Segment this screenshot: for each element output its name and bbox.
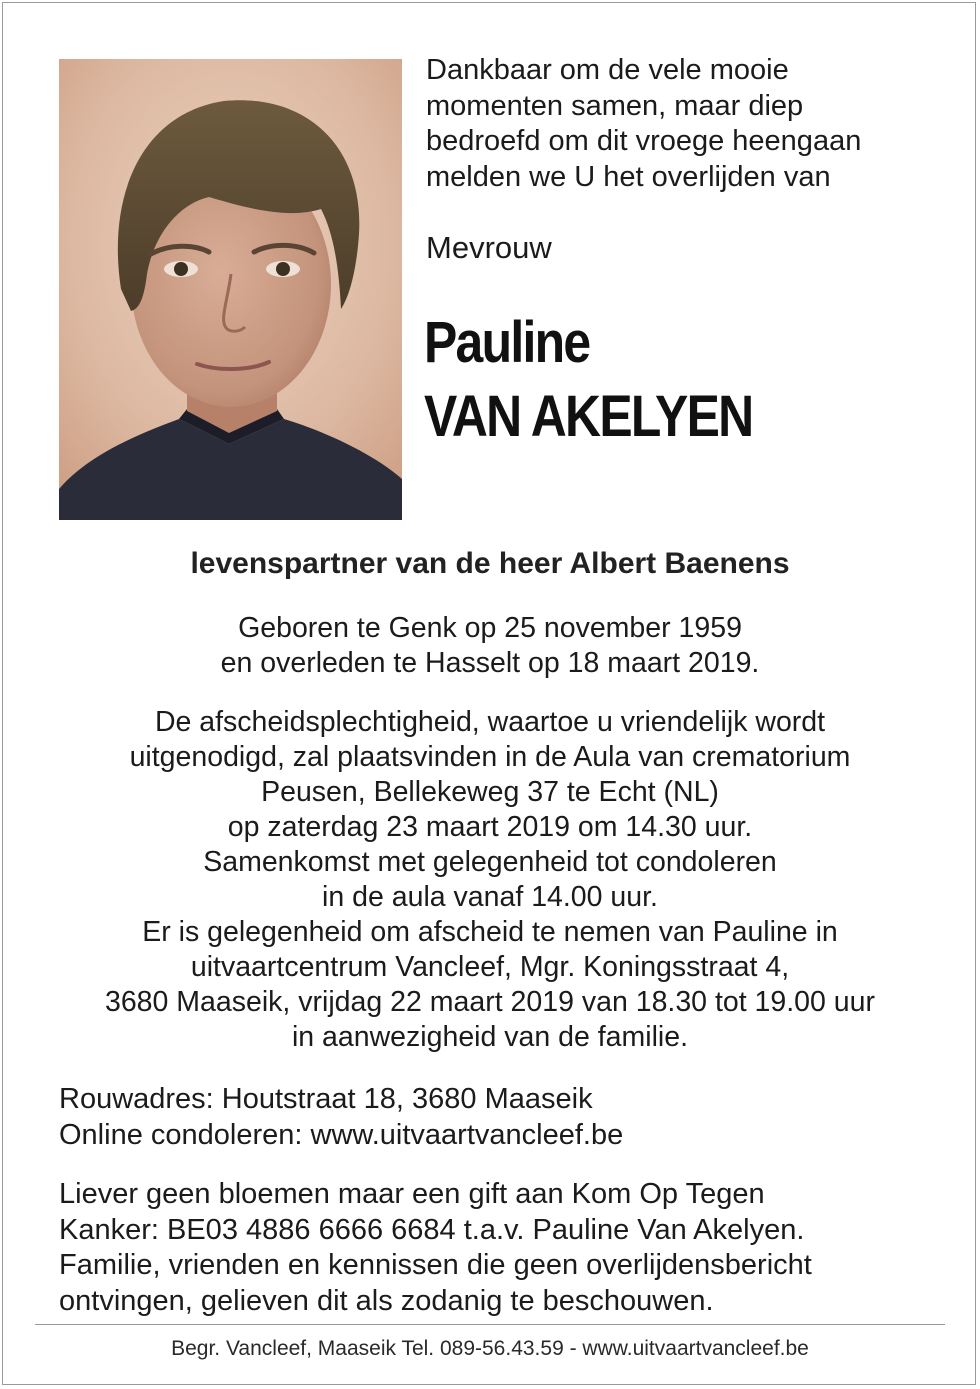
intro-line: melden we U het overlijden van xyxy=(426,160,831,193)
honorific: Mevrouw xyxy=(426,230,552,265)
contact-info xyxy=(59,1082,959,1153)
partner-line: levenspartner van de heer Albert Baenens xyxy=(190,547,790,580)
donation-line: Liever geen bloemen maar een gift aan Kom Op Tegen xyxy=(59,1178,765,1210)
ceremony-line: op zaterdag 23 maart 2019 om 14.30 uur. xyxy=(227,811,753,843)
donation-line: ontvingen, gelieven dit als zodanig te beschouwen. xyxy=(59,1284,714,1317)
life-dates-line: Geboren te Genk op 25 november 1959 xyxy=(238,612,742,644)
ceremony-line: De afscheidsplechtigheid, waartoe u vriendelijk wordt xyxy=(154,706,826,738)
online-condolences: Online condoleren: www.uitvaartvancleef.be xyxy=(59,1118,624,1151)
first-name: Pauline xyxy=(424,310,590,375)
ceremony-line: uitgenodigd, zal plaatsvinden in de Aula van crematorium xyxy=(129,741,851,773)
ceremony-line: Peusen, Bellekeweg 37 te Echt (NL) xyxy=(261,776,719,808)
last-name: VAN AKELYEN xyxy=(424,384,753,449)
intro-line: Dankbaar om de vele mooie xyxy=(426,54,789,86)
intro-line: bedroefd om dit vroege heengaan xyxy=(426,125,862,157)
life-dates-line: en overleden te Hasselt op 18 maart 2019. xyxy=(220,647,760,679)
life-dates xyxy=(0,611,980,681)
intro-text xyxy=(426,53,946,195)
donation-line: Kanker: BE03 4886 6666 6684 t.a.v. Pauline Van Akelyen. xyxy=(59,1213,805,1246)
ceremony-line: in de aula vanaf 14.00 uur. xyxy=(322,881,658,913)
funeral-home-footer: Begr. Vancleef, Maaseik Tel. 089-56.43.59 - www.uitvaartvancleef.be xyxy=(171,1337,809,1360)
portrait-photo xyxy=(59,59,402,520)
mourning-address: Rouwadres: Houtstraat 18, 3680 Maaseik xyxy=(59,1083,593,1115)
donation-notice xyxy=(59,1177,959,1319)
intro-line: momenten samen, maar diep xyxy=(426,89,804,122)
footer-divider xyxy=(35,1324,945,1325)
ceremony-line: uitvaartcentrum Vancleef, Mgr. Koningsstraat 4, xyxy=(190,951,790,983)
ceremony-line: in aanwezigheid van de familie. xyxy=(291,1021,689,1053)
ceremony-details xyxy=(0,705,980,1055)
ceremony-line: Er is gelegenheid om afscheid te nemen van Pauline in xyxy=(142,916,838,948)
ceremony-line: Samenkomst met gelegenheid tot condoleren xyxy=(203,846,777,878)
deceased-name xyxy=(424,306,752,454)
donation-line: Familie, vrienden en kennissen die geen overlijdensbericht xyxy=(59,1249,812,1281)
ceremony-line: 3680 Maaseik, vrijdag 22 maart 2019 van 18.30 tot 19.00 uur xyxy=(104,986,875,1018)
